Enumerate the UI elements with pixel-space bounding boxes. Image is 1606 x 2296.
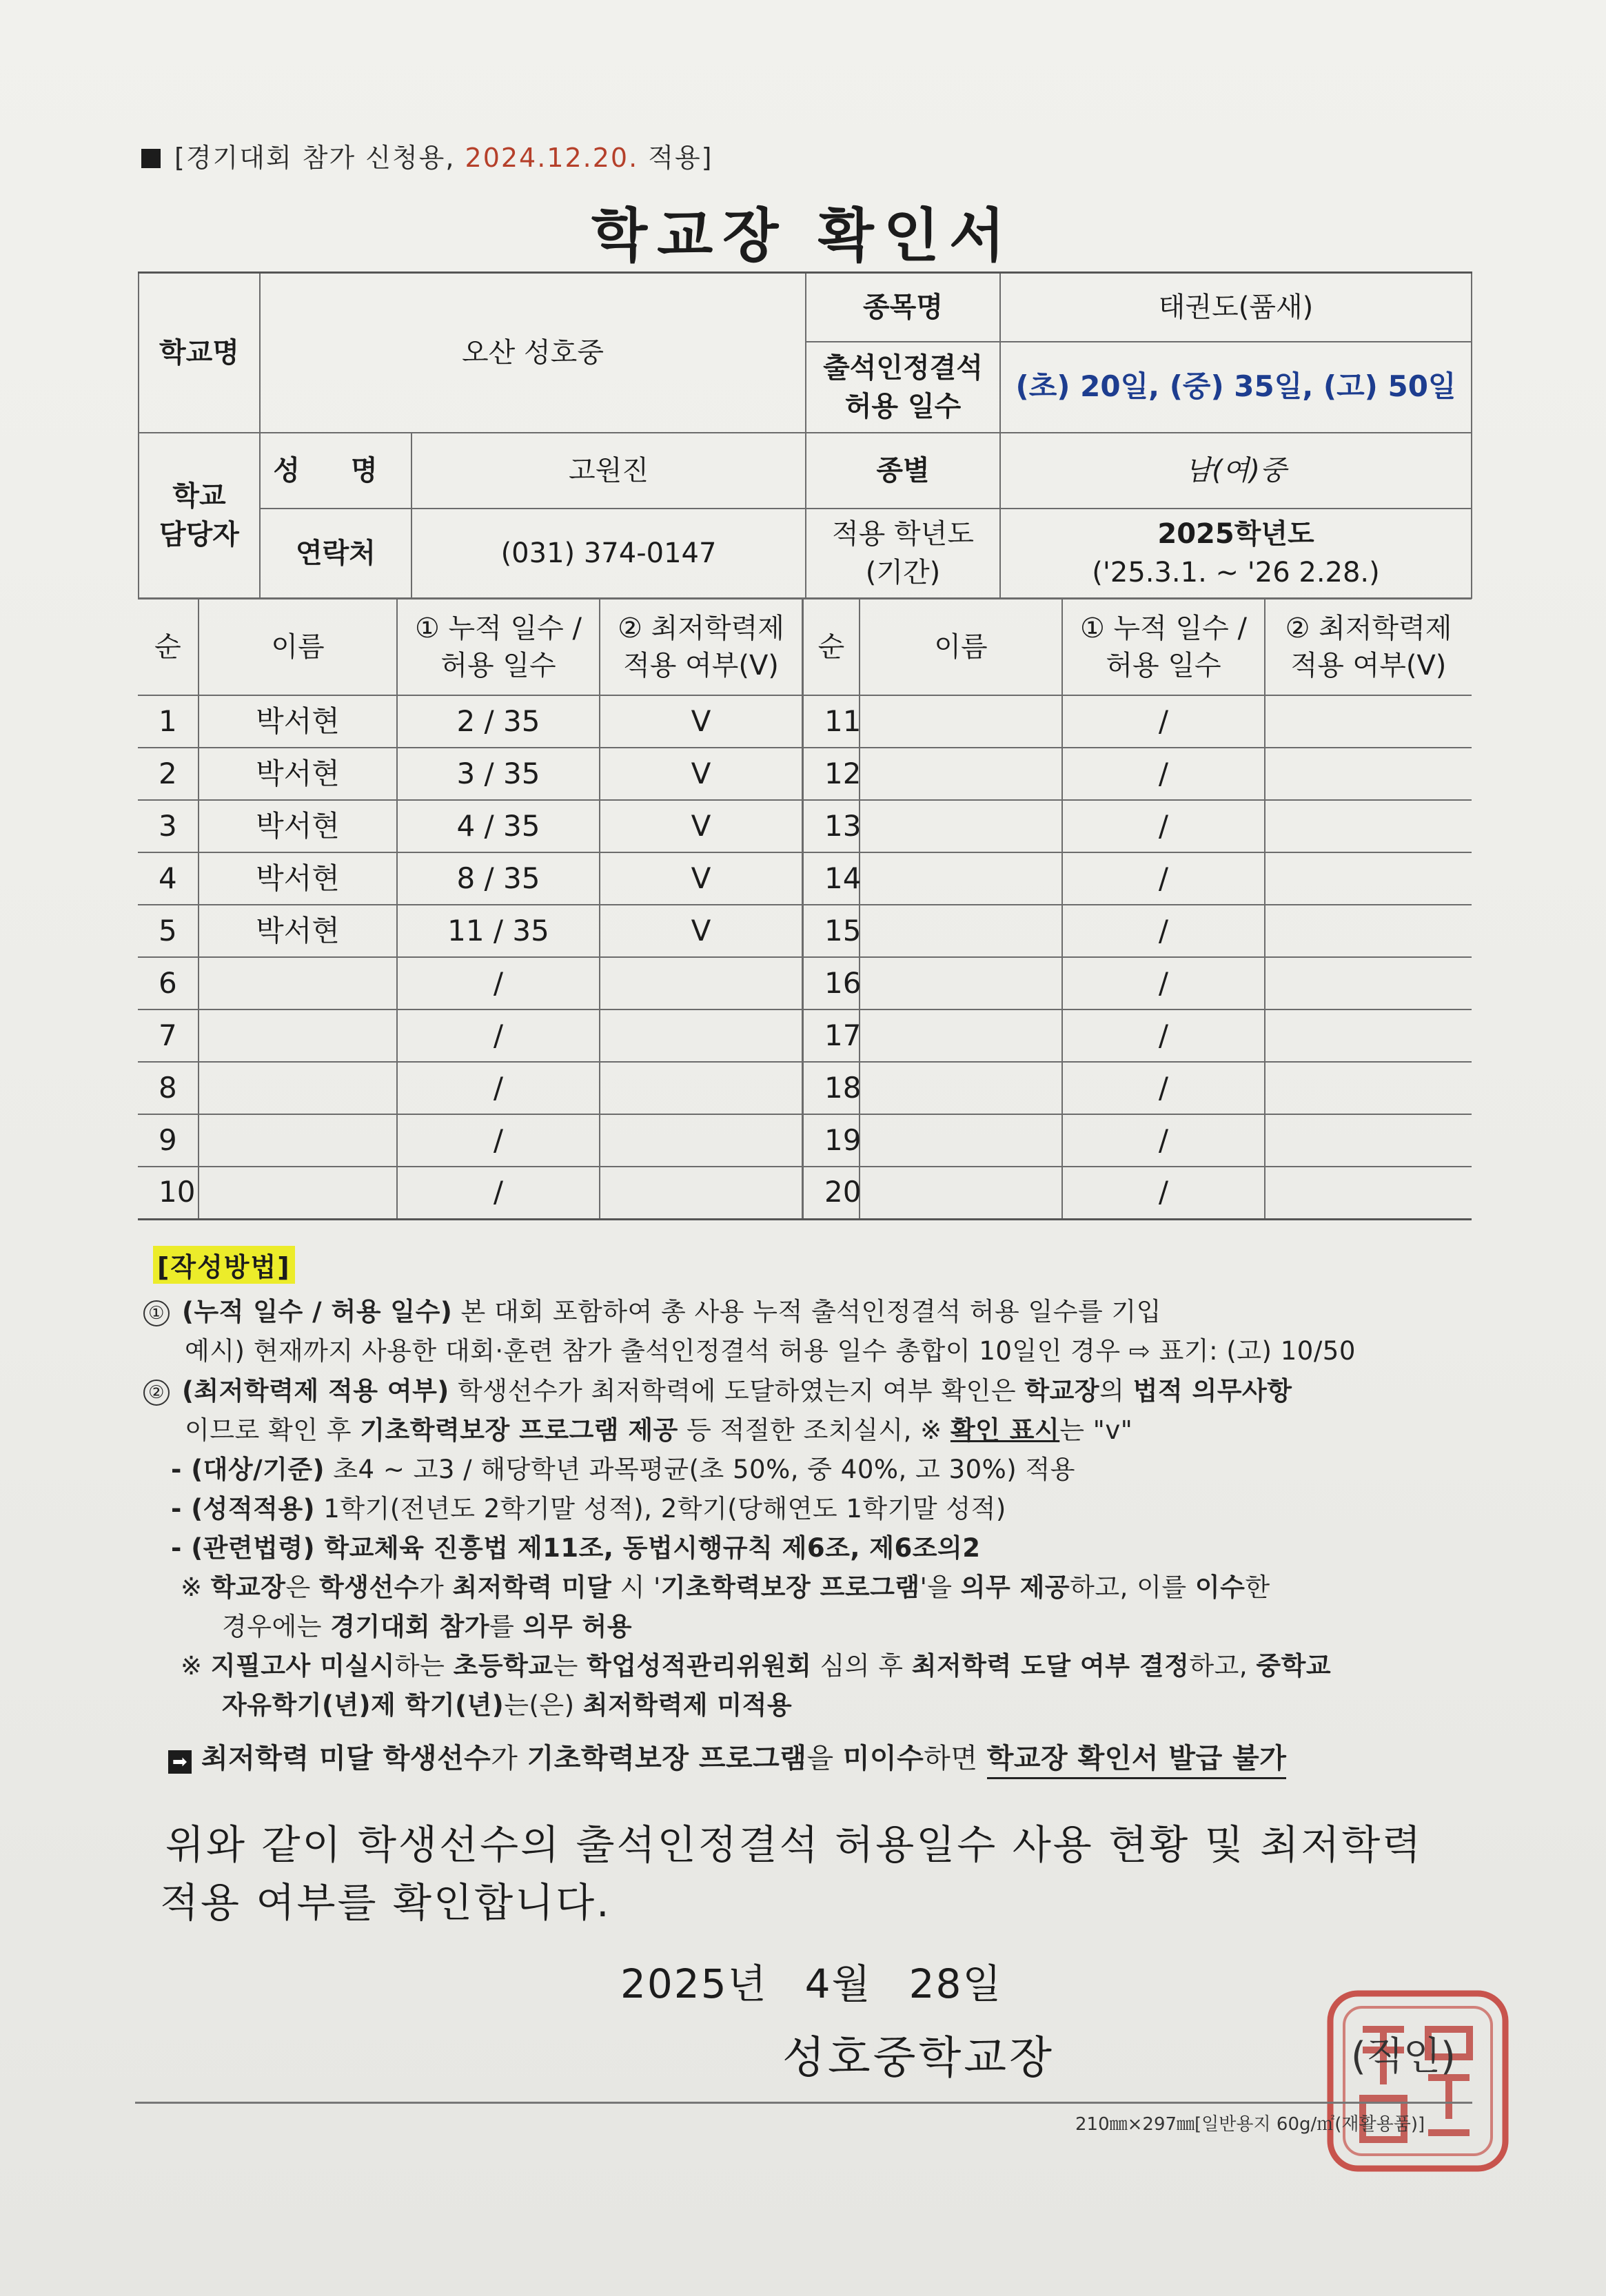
absence-value: (초) 20일, (중) 35일, (고) 50일	[1000, 342, 1472, 433]
min-academic-check	[1265, 852, 1472, 905]
student-name	[860, 1009, 1062, 1062]
name-value: 고원진	[411, 433, 806, 509]
col-name-header: 이름	[199, 599, 397, 695]
row-number: 2	[138, 748, 199, 800]
instruction-line-10: ※ 지필고사 미실시하는 초등학교는 학업성적관리위원회 심의 후 최저학력 도달 여부 결정하고, 중학교	[181, 1651, 1332, 1681]
table-row	[803, 800, 1472, 852]
effective-date: 2024.12.20.	[465, 143, 639, 173]
table-row	[803, 957, 1472, 1009]
students-table-left	[138, 598, 803, 1220]
min-academic-check	[1265, 1167, 1472, 1219]
student-name	[860, 852, 1062, 905]
instruction-line-2: 예시) 현재까지 사용한 대회·훈련 참가 출석인정결석 허용 일수 총합이 10일인 경우 ⇨ 표기: (고) 10/50	[185, 1336, 1356, 1366]
min-academic-check	[600, 1114, 802, 1167]
table-row	[803, 905, 1472, 957]
table-row	[803, 748, 1472, 800]
days-used: /	[1062, 1062, 1265, 1114]
student-name	[860, 748, 1062, 800]
instruction-line-11: 자유학기(년)제 학기(년)는(은) 최저학력제 미적용	[222, 1690, 793, 1720]
row-number: 20	[803, 1167, 860, 1219]
year-label: 적용 학년도 (기간)	[806, 509, 1000, 598]
row-number: 5	[138, 905, 199, 957]
student-name	[860, 1114, 1062, 1167]
table-row	[138, 957, 802, 1009]
min-academic-check: V	[600, 695, 802, 748]
name-label: 성 명	[260, 433, 411, 509]
student-name: 박서현	[199, 695, 397, 748]
student-name	[860, 1167, 1062, 1219]
col-name-header: 이름	[860, 599, 1062, 695]
min-academic-check	[600, 1009, 802, 1062]
row-number: 16	[803, 957, 860, 1009]
min-academic-check	[1265, 800, 1472, 852]
students-table-right	[802, 598, 1472, 1220]
min-academic-check	[600, 1167, 802, 1219]
days-used: /	[397, 1114, 600, 1167]
days-used: 11 / 35	[397, 905, 600, 957]
instructions-heading: [작성방법]	[153, 1246, 295, 1284]
event-label: 종목명	[806, 273, 1000, 342]
min-academic-check	[1265, 905, 1472, 957]
event-value: 태권도(품새)	[1000, 273, 1472, 342]
student-name	[199, 1009, 397, 1062]
row-number: 9	[138, 1114, 199, 1167]
days-used: /	[397, 1167, 600, 1219]
paper-spec: 210㎜×297㎜[일반용지 60g/㎡(재활용품)]	[1075, 2114, 1425, 2135]
days-used: 8 / 35	[397, 852, 600, 905]
row-number: 19	[803, 1114, 860, 1167]
days-used: /	[1062, 1167, 1265, 1219]
school-name-value: 오산 성호중	[260, 273, 806, 433]
min-academic-check	[1265, 1009, 1472, 1062]
col-days-header: ① 누적 일수 / 허용 일수	[1062, 599, 1265, 695]
days-used: /	[1062, 1114, 1265, 1167]
instruction-line-12: ➡ 최저학력 미달 학생선수가 기초학력보장 프로그램을 미이수하면 학교장 확인서 발급 불가	[168, 1736, 1286, 1776]
page-title: 학교장 확인서	[591, 202, 1015, 269]
student-name	[860, 905, 1062, 957]
confirmation-text: 위와 같이 학생선수의 출석인정결석 허용일수 사용 현황 및 최저학력 적용 여부를 확인합니다.	[160, 1821, 1423, 1927]
gender-value: 남(여)중	[1000, 433, 1472, 509]
instruction-line-7: - (관련법령) 학교체육 진흥법 제11조, 동법시행규칙 제6조, 제6조의2	[171, 1533, 981, 1563]
student-name	[199, 1167, 397, 1219]
number-2-icon: ②	[143, 1380, 170, 1406]
instruction-line-3: ② (최저학력제 적용 여부) 학생선수가 최저학력에 도달하였는지 여부 확인은 학교장의 법적 의무사항	[143, 1370, 1292, 1407]
student-name	[199, 1062, 397, 1114]
days-used: /	[397, 1062, 600, 1114]
row-number: 15	[803, 905, 860, 957]
table-row	[138, 852, 802, 905]
days-used: /	[1062, 748, 1265, 800]
instruction-line-6: - (성적적용) 1학기(전년도 2학기말 성적), 2학기(당해연도 1학기말 성적)	[171, 1494, 1006, 1524]
min-academic-check	[1265, 748, 1472, 800]
min-academic-check: V	[600, 852, 802, 905]
square-bullet-icon	[141, 149, 161, 168]
contact-label: 연락처	[260, 509, 411, 598]
student-name	[860, 1062, 1062, 1114]
instruction-line-8: ※ 학교장은 학생선수가 최저학력 미달 시 '기초학력보장 프로그램'을 의무 제공하고, 이를 이수한	[181, 1572, 1270, 1602]
table-row	[138, 1062, 802, 1114]
student-name: 박서현	[199, 748, 397, 800]
table-row	[138, 695, 802, 748]
min-academic-check	[1265, 957, 1472, 1009]
year-value: 2025학년도	[1157, 517, 1314, 550]
row-number: 17	[803, 1009, 860, 1062]
student-name	[860, 695, 1062, 748]
days-used: 3 / 35	[397, 748, 600, 800]
instruction-line-4: 이므로 확인 후 기초학력보장 프로그램 제공 등 적절한 조치실시, ※ 확인 표시는 "v"	[185, 1415, 1133, 1445]
manager-label: 학교 담당자	[139, 433, 260, 598]
student-name: 박서현	[199, 800, 397, 852]
student-name	[860, 800, 1062, 852]
days-used: 4 / 35	[397, 800, 600, 852]
days-used: /	[1062, 800, 1265, 852]
days-used: /	[1062, 905, 1265, 957]
row-number: 8	[138, 1062, 199, 1114]
min-academic-check	[600, 957, 802, 1009]
seal-label: (직인)	[1351, 2034, 1456, 2079]
form-header: [경기대회 참가 신청용, 2024.12.20. 적용]	[141, 136, 713, 174]
school-seal-icon	[1325, 1988, 1511, 2174]
contact-value: (031) 374-0147	[411, 509, 806, 598]
col-no-header: 순	[803, 599, 860, 695]
table-row	[803, 852, 1472, 905]
row-number: 13	[803, 800, 860, 852]
row-number: 11	[803, 695, 860, 748]
instruction-line-9: 경우에는 경기대회 참가를 의무 허용	[222, 1612, 632, 1641]
min-academic-check	[1265, 695, 1472, 748]
days-used: /	[1062, 1009, 1265, 1062]
min-academic-check: V	[600, 800, 802, 852]
issue-date: 2025년 4월 28일	[620, 1960, 1003, 2007]
student-name	[199, 1114, 397, 1167]
row-number: 14	[803, 852, 860, 905]
col-days-header: ① 누적 일수 / 허용 일수	[397, 599, 600, 695]
row-number: 7	[138, 1009, 199, 1062]
year-cell	[1000, 509, 1472, 598]
row-number: 3	[138, 800, 199, 852]
table-row	[803, 1009, 1472, 1062]
bottom-divider	[135, 2102, 1472, 2104]
table-row	[138, 1114, 802, 1167]
table-row	[138, 1167, 802, 1219]
min-academic-check	[1265, 1062, 1472, 1114]
min-academic-check: V	[600, 905, 802, 957]
min-academic-check	[600, 1062, 802, 1114]
days-used: /	[1062, 957, 1265, 1009]
row-number: 4	[138, 852, 199, 905]
instruction-line-5: - (대상/기준) 초4 ~ 고3 / 해당학년 과목평균(초 50%, 중 40%, 고 30%) 적용	[171, 1455, 1075, 1484]
school-name-label: 학교명	[139, 273, 260, 433]
col-check-header: ② 최저학력제 적용 여부(V)	[600, 599, 802, 695]
days-used: 2 / 35	[397, 695, 600, 748]
period-value: ('25.3.1. ~ '26 2.28.)	[1092, 556, 1380, 588]
min-academic-check	[1265, 1114, 1472, 1167]
absence-label: 출석인정결석 허용 일수	[806, 342, 1000, 433]
instruction-line-1: ① (누적 일수 / 허용 일수) 본 대회 포함하여 총 사용 누적 출석인정결석 허용 일수를 기입	[143, 1291, 1161, 1328]
gender-label: 종별	[806, 433, 1000, 509]
table-row	[138, 1009, 802, 1062]
row-number: 6	[138, 957, 199, 1009]
table-row	[138, 748, 802, 800]
days-used: /	[1062, 695, 1265, 748]
student-name: 박서현	[199, 852, 397, 905]
student-name	[199, 957, 397, 1009]
row-number: 18	[803, 1062, 860, 1114]
table-row	[803, 1114, 1472, 1167]
col-no-header: 순	[138, 599, 199, 695]
min-academic-check: V	[600, 748, 802, 800]
school-info-table	[138, 271, 1472, 599]
row-number: 1	[138, 695, 199, 748]
table-row	[138, 800, 802, 852]
number-1-icon: ①	[143, 1300, 170, 1326]
days-used: /	[397, 1009, 600, 1062]
table-row	[803, 695, 1472, 748]
student-name	[860, 957, 1062, 1009]
row-number: 12	[803, 748, 860, 800]
row-number: 10	[138, 1167, 199, 1219]
principal-title: 성호중학교장	[782, 2033, 1055, 2084]
student-name: 박서현	[199, 905, 397, 957]
table-row	[803, 1167, 1472, 1219]
arrow-right-icon: ➡	[168, 1750, 192, 1774]
days-used: /	[397, 957, 600, 1009]
table-row	[138, 905, 802, 957]
table-row	[803, 1062, 1472, 1114]
days-used: /	[1062, 852, 1265, 905]
col-check-header: ② 최저학력제 적용 여부(V)	[1265, 599, 1472, 695]
